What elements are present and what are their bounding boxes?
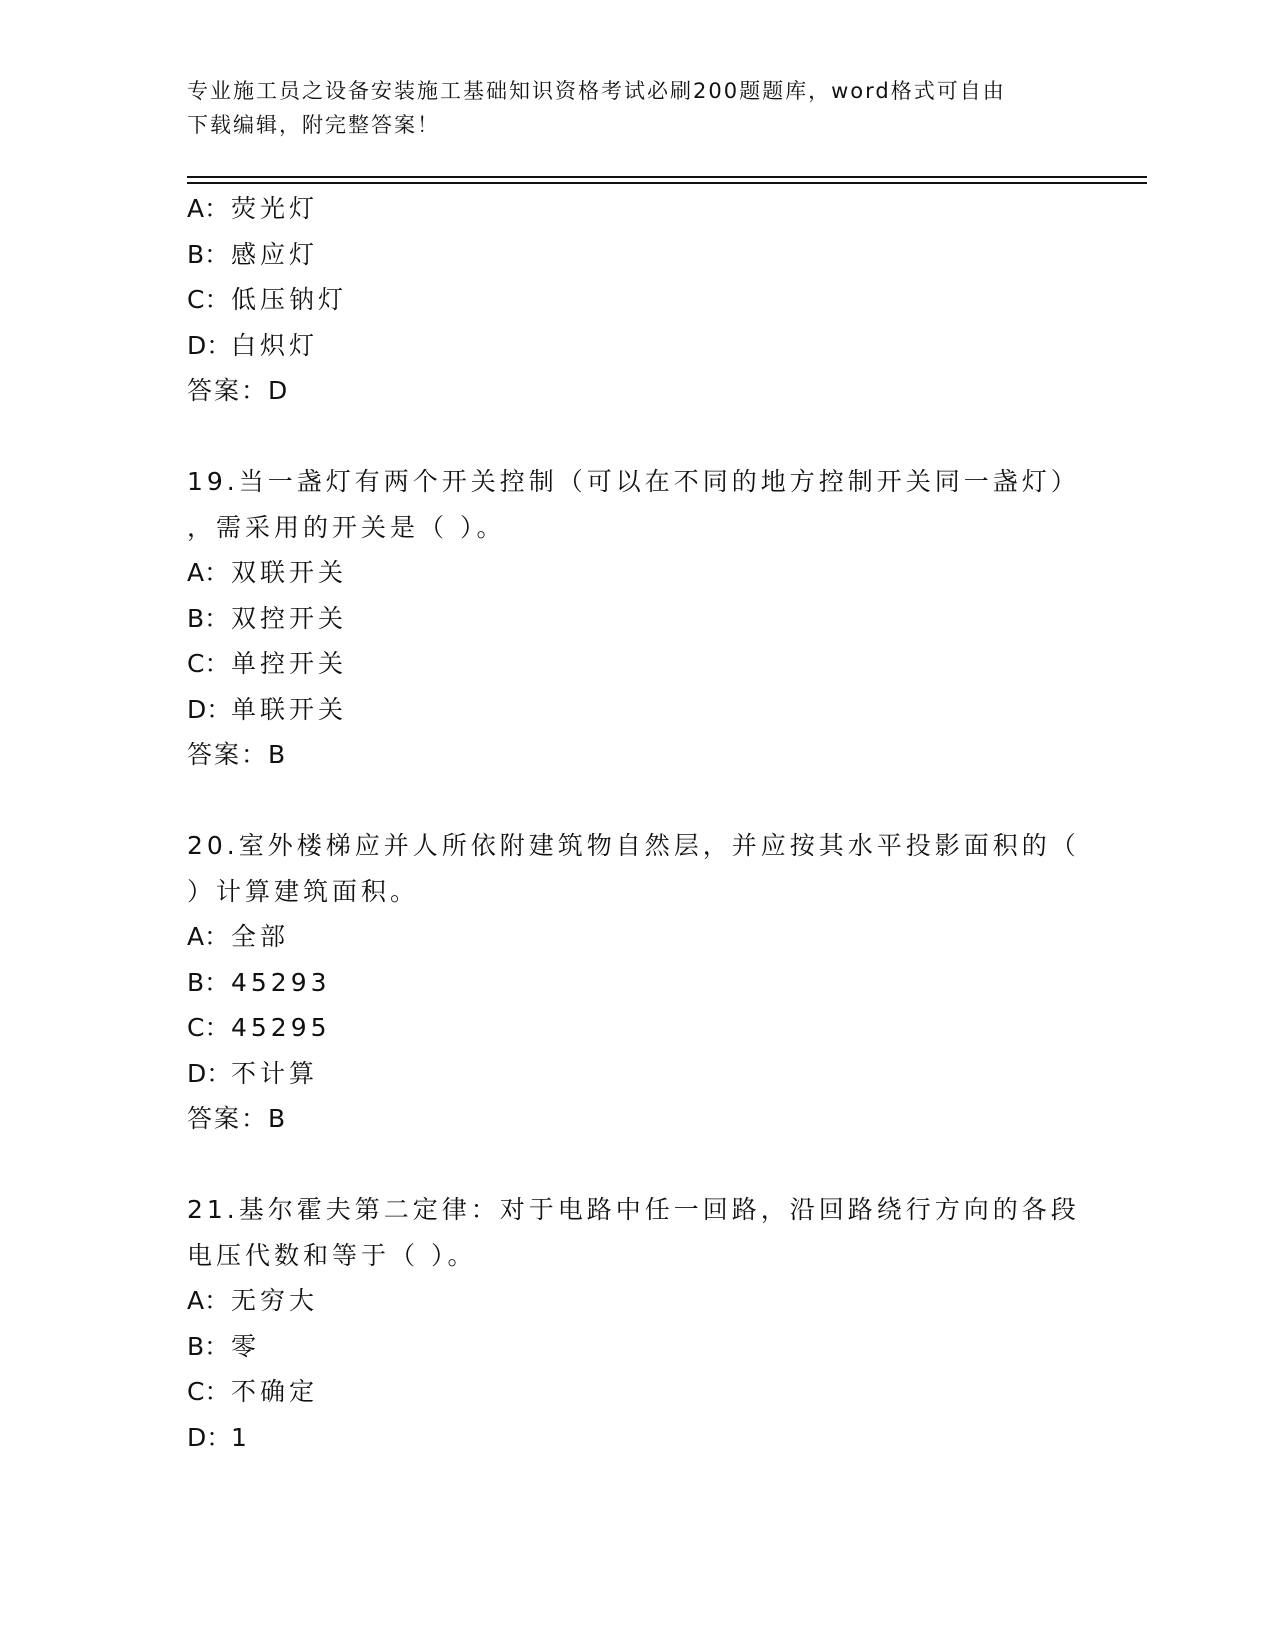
option-letter: B： xyxy=(187,1331,230,1361)
option-letter: A： xyxy=(187,558,230,587)
header-line-2: 下载编辑，附完整答案！ xyxy=(187,113,440,137)
option-letter: D： xyxy=(187,1422,232,1452)
option-letter: D： xyxy=(187,330,232,360)
question-20 xyxy=(187,823,1087,1142)
option-b xyxy=(187,596,1087,642)
option-letter: A： xyxy=(187,922,230,951)
question-19 xyxy=(187,459,1087,778)
header-divider-top xyxy=(187,176,1147,178)
option-letter: D： xyxy=(187,1058,232,1088)
option-letter: C： xyxy=(187,649,230,678)
option-d xyxy=(187,1415,1087,1461)
option-text: 感应灯 xyxy=(231,239,319,269)
option-a xyxy=(187,1278,1087,1324)
option-letter: A： xyxy=(187,1286,230,1315)
option-a xyxy=(187,186,1087,232)
question-text-line-1: 19.当一盏灯有两个开关控制（可以在不同的地方控制开关同一盏灯） xyxy=(187,467,1080,496)
header-line-1: 专业施工员之设备安装施工基础知识资格考试必刷200题题库，word格式可自由 xyxy=(187,79,1006,103)
option-d xyxy=(187,1051,1087,1097)
option-b xyxy=(187,960,1087,1006)
option-text: 全部 xyxy=(231,922,290,951)
document-header xyxy=(187,74,1067,142)
option-text: 双联开关 xyxy=(231,558,348,587)
option-d xyxy=(187,323,1087,369)
option-c xyxy=(187,1005,1087,1051)
answer-line: 答案：D xyxy=(187,376,290,405)
option-text: 单联开关 xyxy=(231,694,348,724)
option-letter: D： xyxy=(187,694,232,724)
option-letter: B： xyxy=(187,967,230,997)
option-letter: A： xyxy=(187,194,230,223)
question-text-line-2: ，需采用的开关是（ ）。 xyxy=(187,512,506,542)
option-c xyxy=(187,1369,1087,1415)
option-letter: B： xyxy=(187,603,230,633)
header-divider-bottom xyxy=(187,182,1147,184)
option-letter: B： xyxy=(187,239,230,269)
option-a xyxy=(187,914,1087,960)
option-c xyxy=(187,641,1087,687)
option-letter: C： xyxy=(187,1377,230,1406)
option-text: 1 xyxy=(231,1422,251,1452)
option-text: 白炽灯 xyxy=(231,330,319,360)
answer-line: 答案：B xyxy=(187,1104,288,1133)
option-text: 不计算 xyxy=(231,1058,319,1088)
option-text: 无穷大 xyxy=(231,1286,319,1315)
question-21 xyxy=(187,1187,1087,1460)
option-c xyxy=(187,277,1087,323)
option-text: 45295 xyxy=(231,1013,331,1042)
option-text: 单控开关 xyxy=(231,649,348,678)
answer-line: 答案：B xyxy=(187,740,288,769)
option-b xyxy=(187,232,1087,278)
option-text: 低压钠灯 xyxy=(231,285,348,314)
option-text: 双控开关 xyxy=(231,603,348,633)
option-b xyxy=(187,1324,1087,1370)
option-letter: C： xyxy=(187,1013,230,1042)
question-text-line-1: 20.室外楼梯应并人所依附建筑物自然层，并应按其水平投影面积的（ xyxy=(187,831,1080,860)
option-text: 荧光灯 xyxy=(231,194,319,223)
question-18-continuation xyxy=(187,186,1087,414)
option-text: 不确定 xyxy=(231,1377,319,1406)
option-letter: C： xyxy=(187,285,230,314)
option-text: 45293 xyxy=(231,967,331,997)
question-text-line-2: ）计算建筑面积。 xyxy=(187,876,420,906)
question-text-line-2: 电压代数和等于（ ）。 xyxy=(187,1240,477,1270)
option-d xyxy=(187,687,1087,733)
option-text: 零 xyxy=(231,1331,261,1361)
option-a xyxy=(187,550,1087,596)
question-text-line-1: 21.基尔霍夫第二定律：对于电路中任一回路，沿回路绕行方向的各段 xyxy=(187,1195,1080,1224)
